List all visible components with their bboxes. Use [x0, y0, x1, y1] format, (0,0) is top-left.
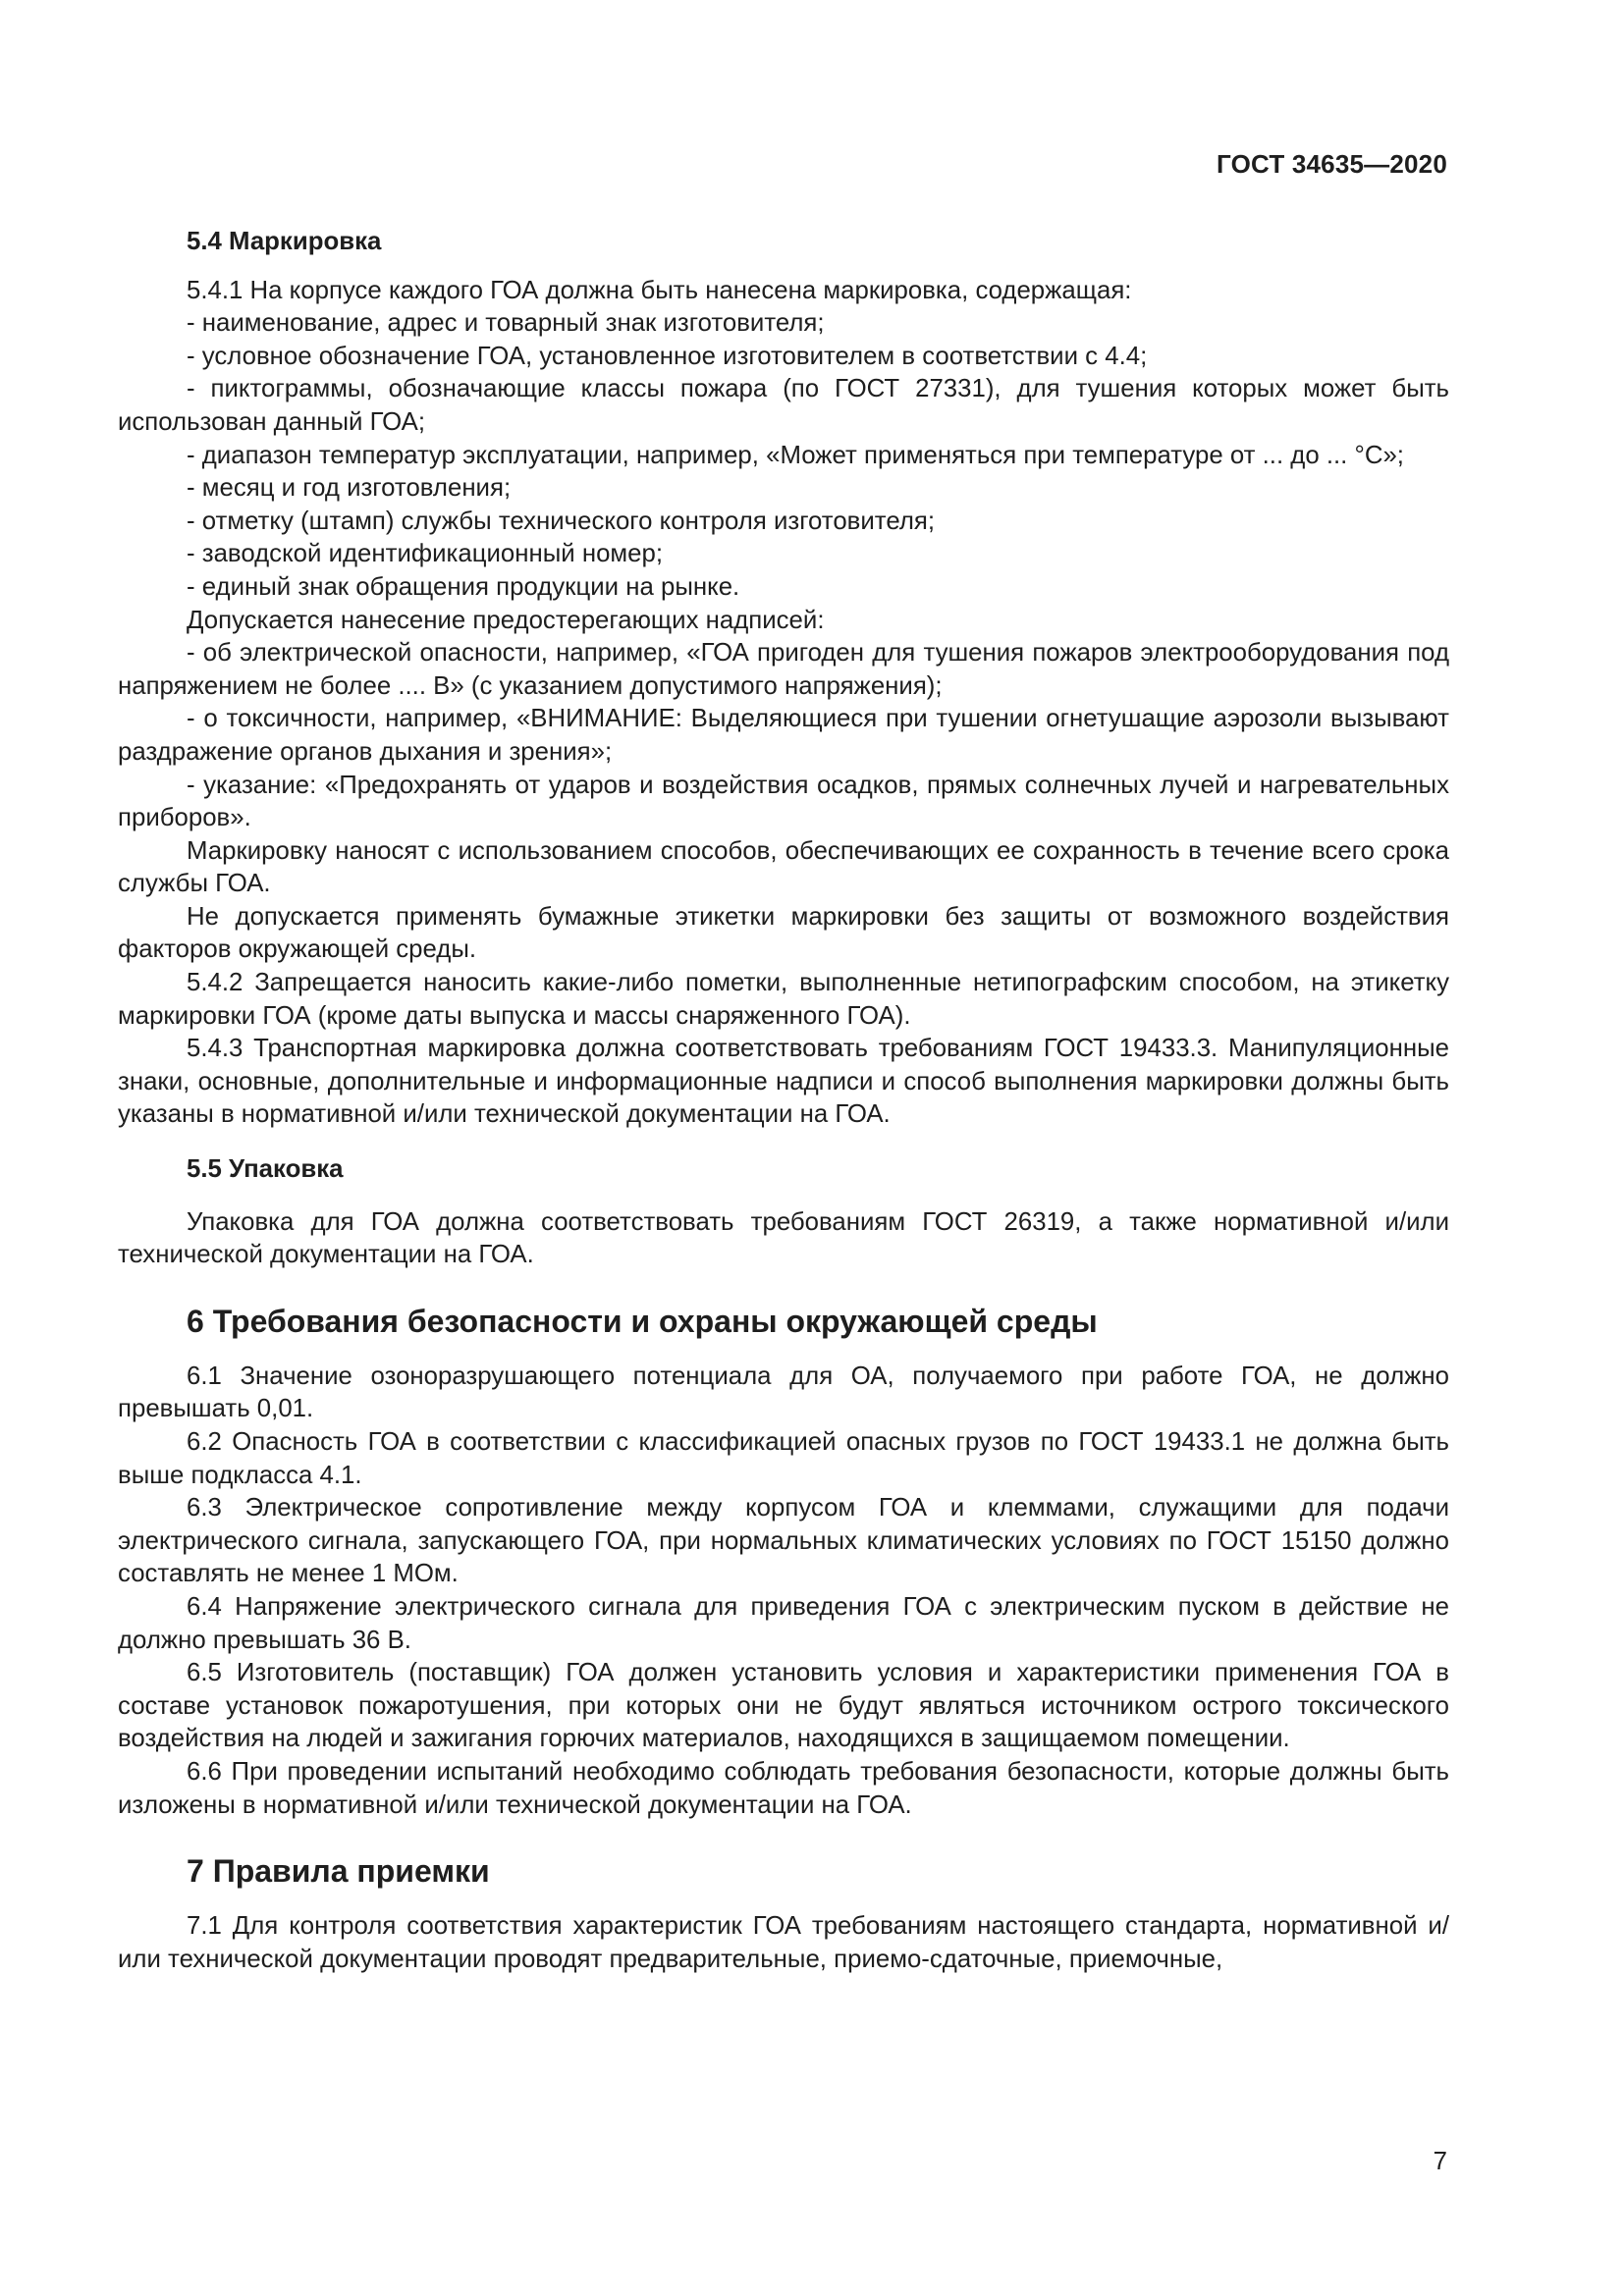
paragraph-marking-method: Маркировку наносят с использованием способов, обеспечивающих ее сохранность в течение всего срока службы ГОА. [118, 836, 1449, 898]
document-header-id: ГОСТ 34635—2020 [1217, 149, 1447, 179]
paragraph-5-4-1: 5.4.1 На корпусе каждого ГОА должна быть нанесена маркировка, содержащая: [187, 276, 1132, 304]
page-number: 7 [1433, 2148, 1447, 2175]
paragraph-6-4: 6.4 Напряжение электрического сигнала для приведения ГОА с электрическим пуском в действие не должно превышать 36 В. [118, 1592, 1449, 1654]
paragraph-warnings-intro: Допускается нанесение предостерегающих надписей: [187, 606, 825, 634]
section-heading-6: 6 Требования безопасности и охраны окружающей среды [187, 1303, 1098, 1339]
paragraph-6-1: 6.1 Значение озоноразрушающего потенциала для ОА, получаемого при работе ГОА, не должно превышать 0,01. [118, 1362, 1449, 1423]
paragraph-6-5: 6.5 Изготовитель (поставщик) ГОА должен установить условия и характеристики применения ГОА в составе установок пожаротушения, при которых они не будут являться источником острого токсического воздействия на людей и зажигания горючих материалов, находящихся в защищаемом помещении. [118, 1659, 1449, 1753]
paragraph-6-3: 6.3 Электрическое сопротивление между корпусом ГОА и клеммами, служащими для подачи электрического сигнала, запускающего ГОА, при нормальных климатических условиях по ГОСТ 15150 должно составлять не менее 1 МОм. [118, 1494, 1449, 1588]
paragraph-6-2: 6.2 Опасность ГОА в соответствии с классификацией опасных грузов по ГОСТ 19433.1 не должна быть выше подкласса 4.1. [118, 1428, 1449, 1489]
section-heading-5-5: 5.5 Упаковка [187, 1155, 344, 1184]
list-item-temperature-range: - диапазон температур эксплуатации, например, «Может применяться при температуре от ... до ... °С»; [187, 441, 1404, 469]
list-item-pictograms: - пиктограммы, обозначающие классы пожара (по ГОСТ 27331), для тушения которых может быть использован данный ГОА; [118, 375, 1449, 436]
list-item-serial-number: - заводской идентификационный номер; [187, 540, 664, 568]
section-heading-7: 7 Правила приемки [187, 1853, 490, 1890]
paragraph-paper-labels: Не допускается применять бумажные этикетки маркировки без защиты от возможного воздействия факторов окружающей среды. [118, 902, 1449, 964]
list-item-qc-stamp: - отметку (штамп) службы технического контроля изготовителя; [187, 507, 936, 535]
list-item-handling-warning: - указание: «Предохранять от ударов и воздействия осадков, прямых солнечных лучей и нагревательных приборов». [118, 771, 1449, 832]
paragraph-5-4-2: 5.4.2 Запрещается наносить какие-либо пометки, выполненные нетипографским способом, на этикетку маркировки ГОА (кроме даты выпуска и массы снаряженного ГОА). [118, 969, 1449, 1030]
list-item-manufacturer: - наименование, адрес и товарный знак изготовителя; [187, 309, 825, 338]
paragraph-7-1: 7.1 Для контроля соответствия характеристик ГОА требованиям настоящего стандарта, нормативной и/или технической документации проводят предварительные, приемо-сдаточные, приемочные, [118, 1912, 1449, 1973]
paragraph-5-4-3: 5.4.3 Транспортная маркировка должна соответствовать требованиям ГОСТ 19433.3. Манипуляционные знаки, основные, дополнительные и информационные надписи и способ выполнения маркировки должны быть указаны в нормативной и/или технической документации на ГОА. [118, 1035, 1449, 1129]
list-item-designation: - условное обозначение ГОА, установленное изготовителем в соответствии с 4.4; [187, 342, 1148, 370]
section-heading-5-4: 5.4 Маркировка [187, 228, 382, 255]
paragraph-5-5-packaging: Упаковка для ГОА должна соответствовать требованиям ГОСТ 26319, а также нормативной и/или технической документации на ГОА. [118, 1207, 1449, 1269]
document-body [118, 226, 1449, 1976]
list-item-toxicity-warning: - о токсичности, например, «ВНИМАНИЕ: Выделяющиеся при тушении огнетушащие аэрозоли вызывают раздражение органов дыхания и зрения»; [118, 705, 1449, 766]
list-item-manufacture-date: - месяц и год изготовления; [187, 474, 512, 503]
list-item-circulation-mark: - единый знак обращения продукции на рынке. [187, 572, 740, 601]
list-item-electrical-warning: - об электрической опасности, например, «ГОА пригоден для тушения пожаров электрооборудования под напряжением не более .... В» (с указанием допустимого напряжения); [118, 639, 1449, 700]
paragraph-6-6: 6.6 При проведении испытаний необходимо соблюдать требования безопасности, которые должны быть изложены в нормативной и/или технической документации на ГОА. [118, 1757, 1449, 1819]
